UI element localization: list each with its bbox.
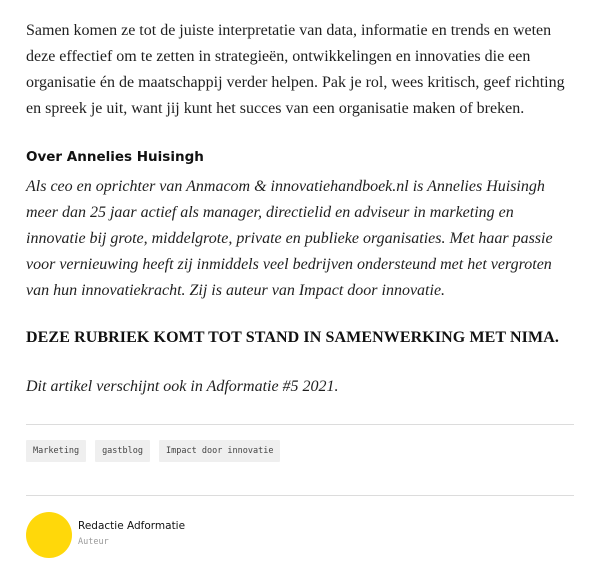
bio-text: Als ceo en oprichter van Anmacom & innovatiehandboek.nl is Annelies Huisingh meer dan 25 jaar actief als manager, directielid en adviseur in marketing en innovatie bij grote, middelgrote, private en publieke organisaties. Met haar passie voor vernieuwing heeft zij inmiddels veel bedrijven ondersteund met het vergroten van hun innovatiekracht. Zij is auteur van Impact door innovatie. — [26, 178, 553, 299]
tag-list — [26, 440, 280, 462]
tag-marketing[interactable]: Marketing — [26, 440, 86, 462]
tag-impact-door-innovatie[interactable]: Impact door innovatie — [159, 440, 280, 462]
avatar[interactable] — [26, 512, 72, 558]
article-body — [26, 18, 574, 395]
author-card — [26, 512, 185, 558]
author-info — [78, 512, 185, 547]
divider — [26, 424, 574, 425]
bio-heading: Over Annelies Huisingh — [26, 149, 204, 165]
divider — [26, 495, 574, 496]
tag-gastblog[interactable]: gastblog — [95, 440, 150, 462]
author-role: Auteur — [78, 537, 109, 547]
intro-paragraph: Samen komen ze tot de juiste interpretatie van data, informatie en trends en weten deze effectief om te zetten in strategieën, ontwikkelingen en innovaties die een organisatie én de maatschappij verder helpen. Pak je rol, wees kritisch, geef richting en spreek je uit, want jij kunt het succes van een organisatie maken of breken. — [26, 22, 565, 117]
author-name[interactable]: Redactie Adformatie — [78, 520, 186, 532]
collab-note: DEZE RUBRIEK KOMT TOT STAND IN SAMENWERKING MET NIMA. — [26, 329, 559, 346]
source-note: Dit artikel verschijnt ook in Adformatie #5 2021. — [26, 378, 339, 395]
